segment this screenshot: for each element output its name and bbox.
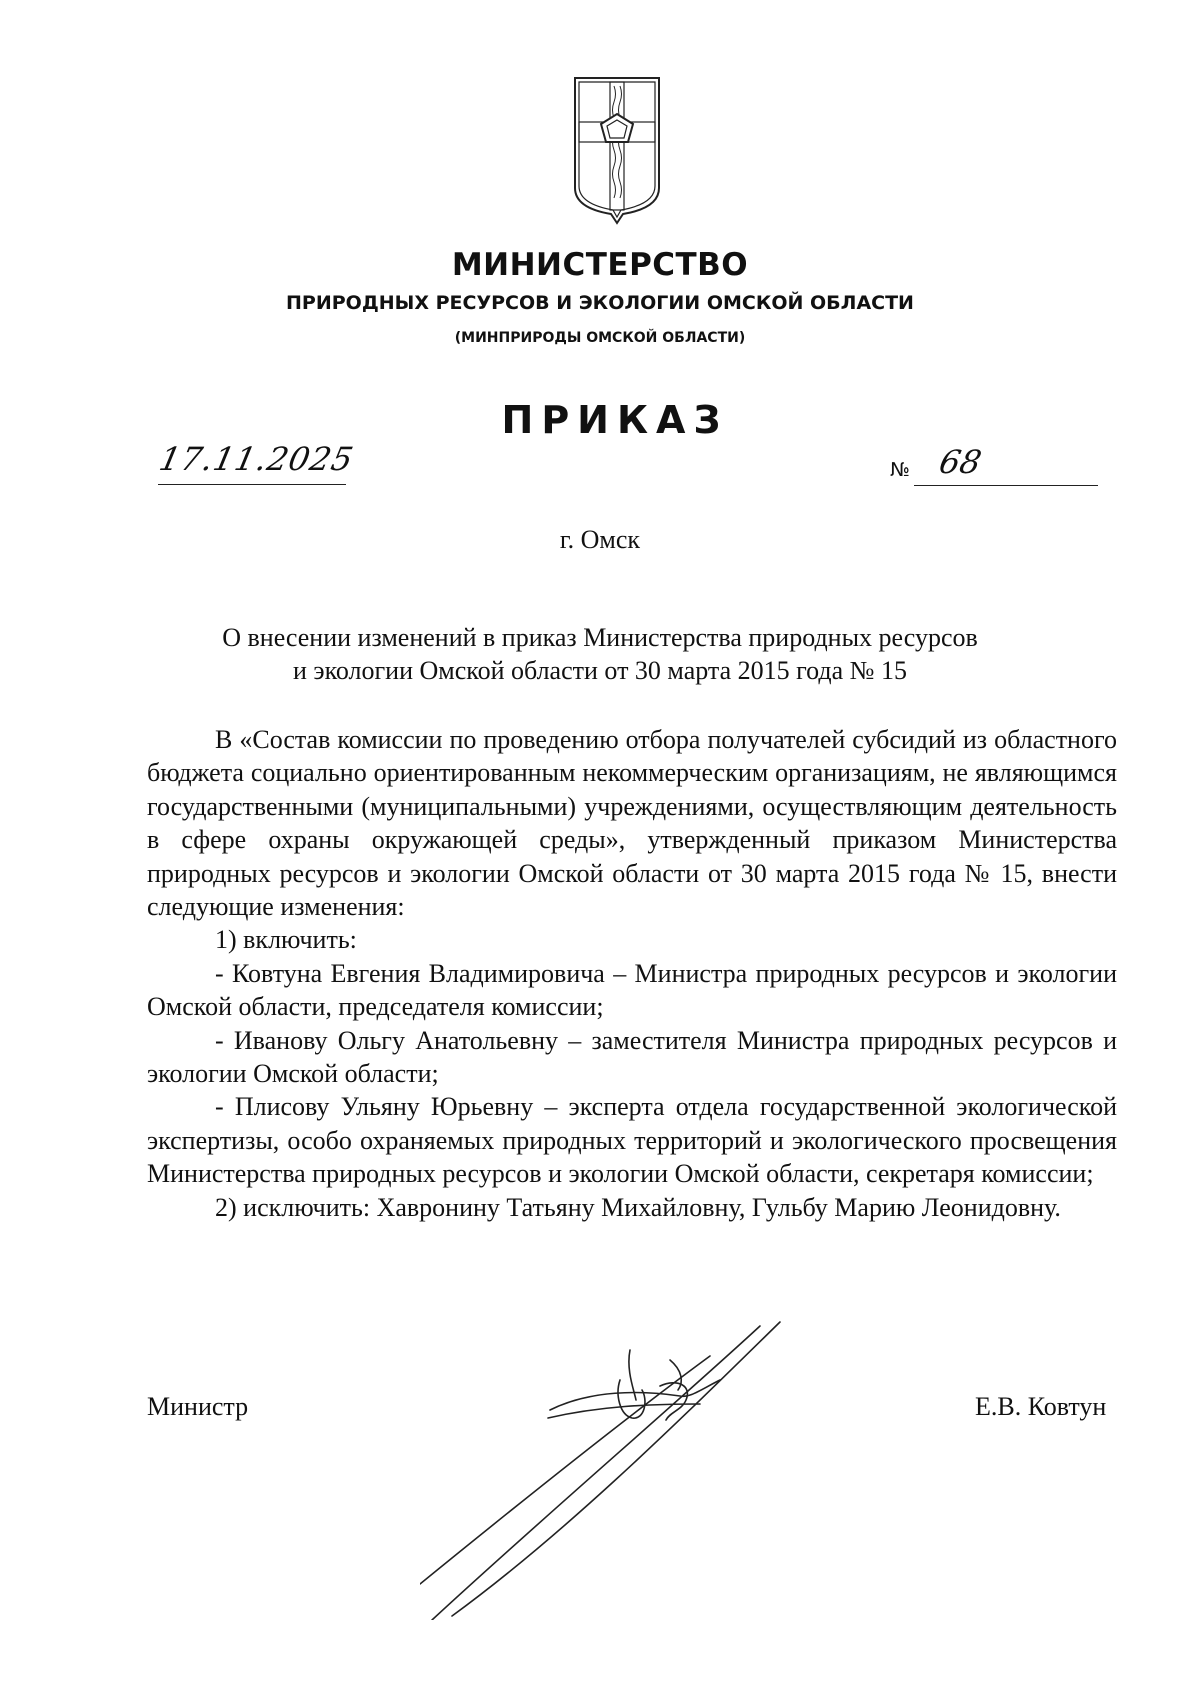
document-type: ПРИКАЗ	[501, 398, 729, 442]
number-underline	[914, 485, 1098, 486]
body-intro: В «Состав комиссии по проведению отбора получателей субсидий из областного бюджета социально ориентированным некоммерческим организациям, не являющимся государственными (муниципальными) учреждениями, осуществляющим деятельность в сфере охраны окружающей среды», утвержденный приказом Министерства природных ресурсов и экологии Омской области от 30 марта 2015 года № 15, внести следующие изменения:	[147, 725, 1117, 922]
date-underline	[158, 484, 346, 485]
org-short-name: (МИНПРИРОДЫ ОМСКОЙ ОБЛАСТИ)	[454, 330, 746, 346]
document-number: 68	[935, 443, 985, 481]
org-subtitle: ПРИРОДНЫХ РЕСУРСОВ И ЭКОЛОГИИ ОМСКОЙ ОБЛАСТИ	[286, 292, 914, 314]
document-date: 17.11.2025	[155, 440, 358, 478]
signatory-name: Е.В. Ковтун	[975, 1392, 1107, 1421]
body-item-2: 2) исключить: Хавронину Татьяну Михайловну, Гульбу Марию Леонидовну.	[215, 1192, 1061, 1222]
body-item-1-b: - Иванову Ольгу Анатольевну – заместителя Министра природных ресурсов и экологии Омской области;	[147, 1025, 1117, 1089]
coat-of-arms-emblem	[573, 76, 661, 226]
org-title: МИНИСТЕРСТВО	[451, 247, 749, 283]
handwritten-signature	[420, 1320, 840, 1620]
subject-line-1: О внесении изменений в приказ Министерства природных ресурсов	[222, 623, 978, 652]
body-item-1-c: - Плисову Ульяну Юрьевну – эксперта отдела государственной экологической экспертизы, особо охраняемых природных территорий и экологического просвещения Министерства природных ресурсов и экологии Омской области, секретаря комиссии;	[147, 1092, 1117, 1189]
body-item-1-a: - Ковтуна Евгения Владимировича – Министра природных ресурсов и экологии Омской области, председателя комиссии;	[147, 958, 1117, 1022]
document-city: г. Омск	[559, 525, 641, 554]
subject-line-2: и экологии Омской области от 30 марта 2015 года № 15	[293, 656, 907, 685]
signatory-role: Министр	[147, 1392, 249, 1421]
number-label: №	[890, 459, 910, 481]
body-item-1: 1) включить:	[215, 925, 357, 955]
document-body	[147, 723, 1117, 1224]
